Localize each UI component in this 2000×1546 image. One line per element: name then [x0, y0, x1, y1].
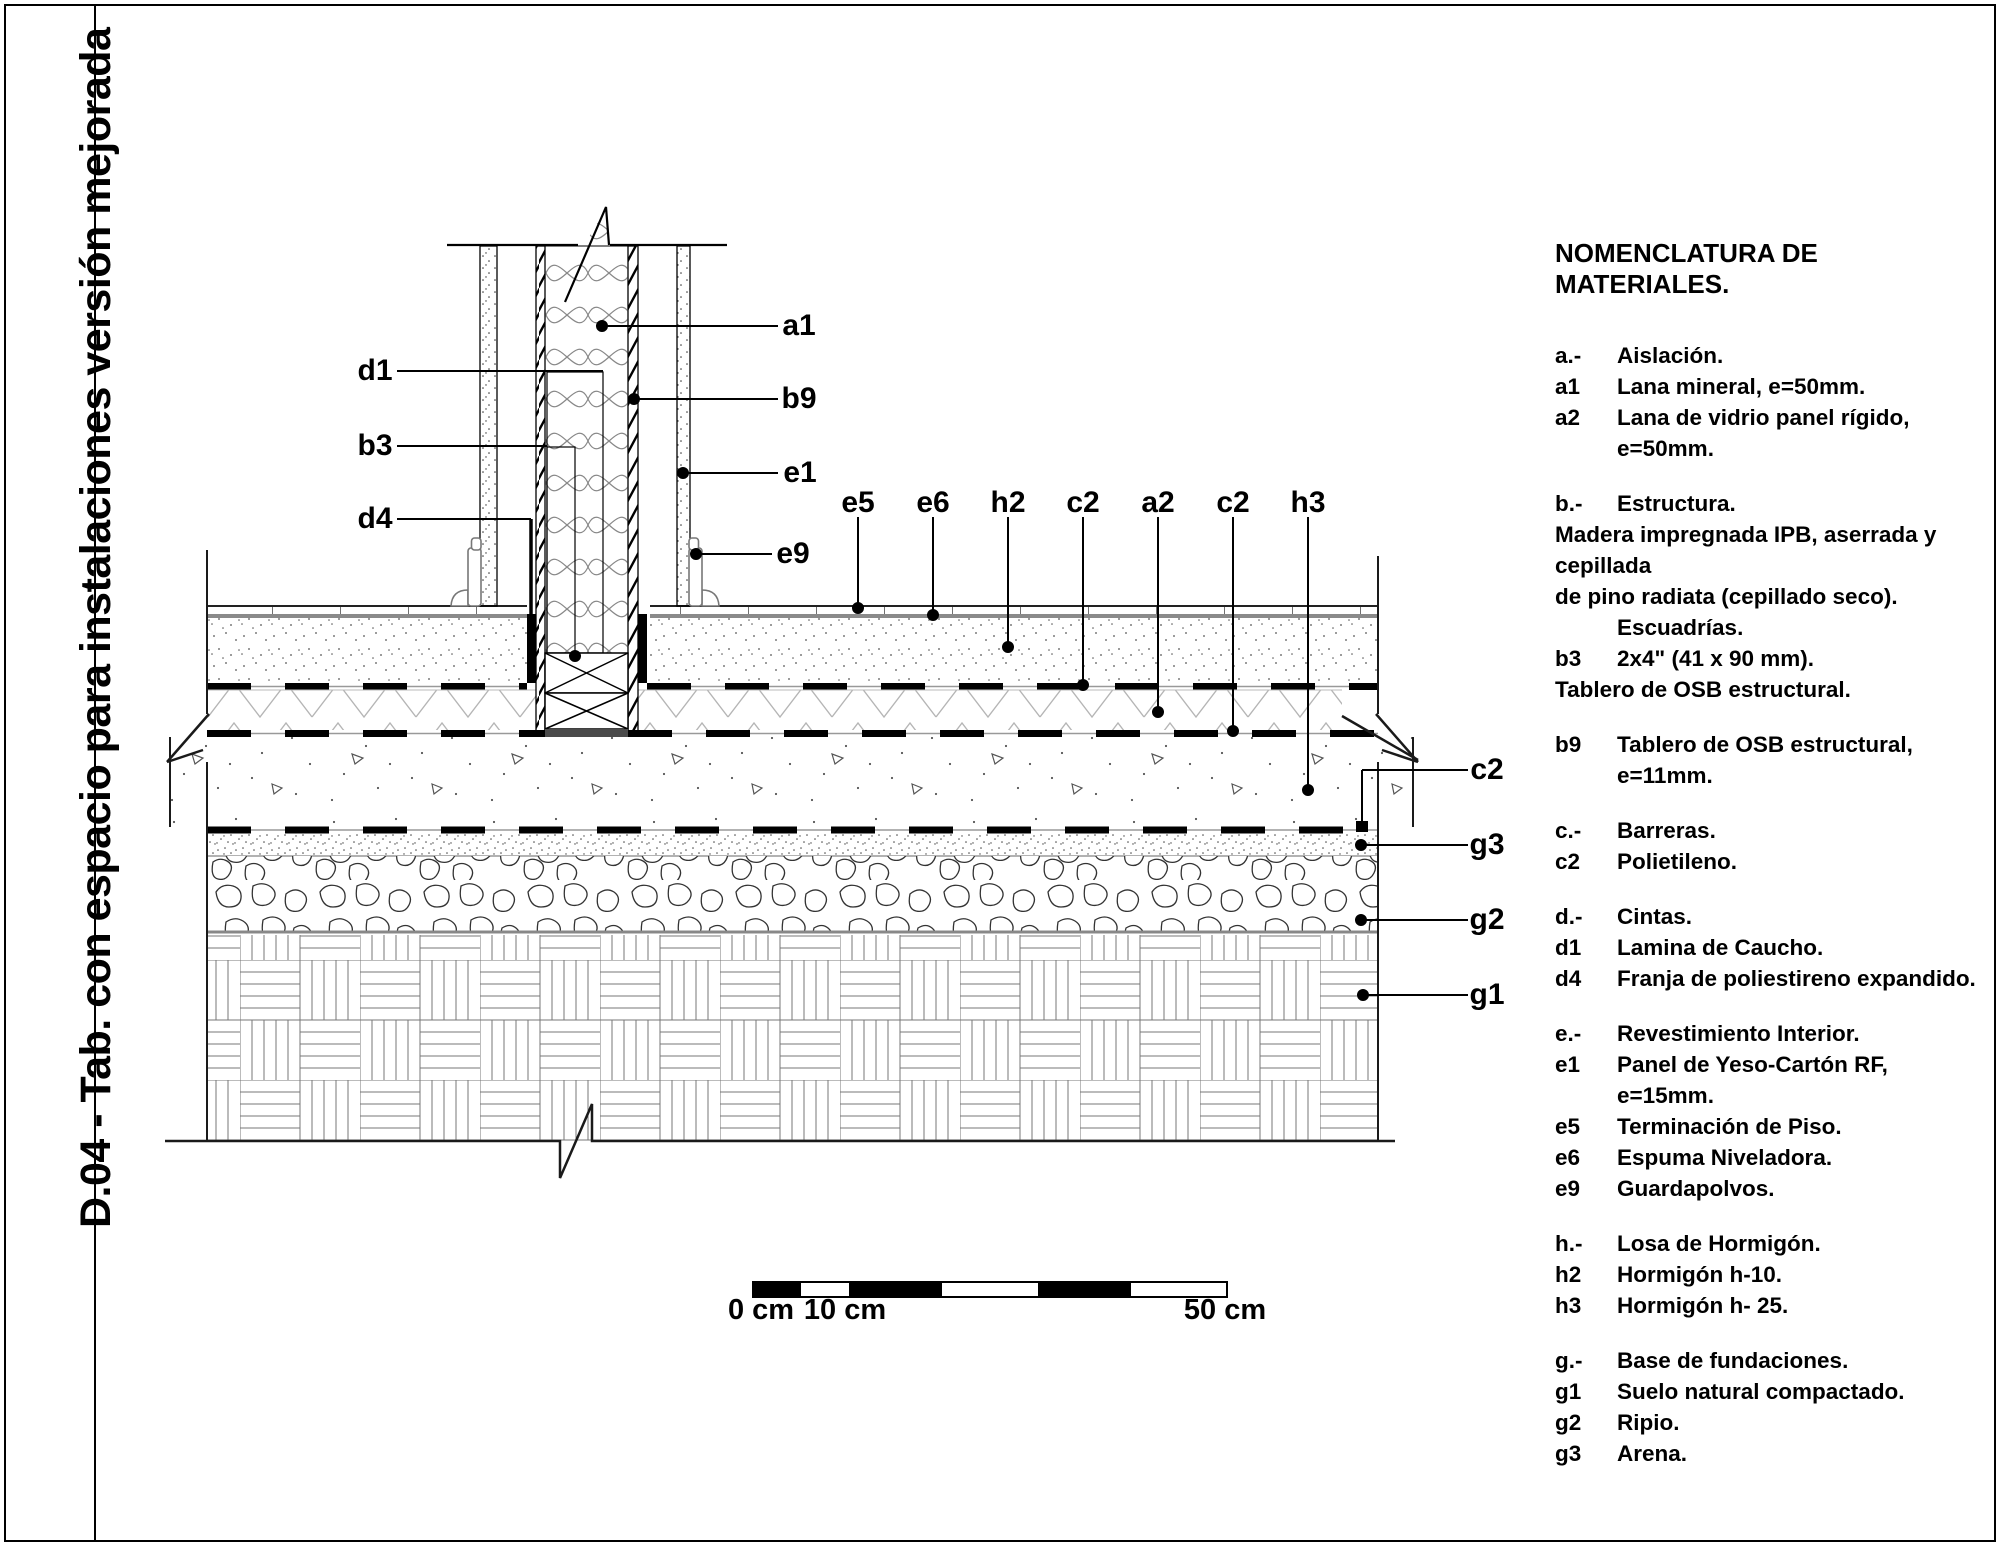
legend-text: Escuadrías.	[1617, 615, 1744, 640]
osb-left	[536, 246, 545, 733]
legend-row	[1555, 1018, 1987, 1049]
floor-finish-e5	[207, 606, 1378, 618]
drawing-label-e9: e9	[776, 537, 810, 570]
legend-title: NOMENCLATURA DE MATERIALES.	[1555, 238, 1818, 299]
legend-key: a2	[1555, 405, 1581, 430]
drawing-label-e6: e6	[916, 486, 950, 519]
legend-row	[1555, 1376, 1987, 1407]
drawing-label-d1: d1	[357, 354, 393, 387]
legend-text: Tablero de OSB estructural.	[1555, 677, 1851, 702]
legend-text: Base de fundaciones.	[1617, 1348, 1849, 1373]
scale-segment	[942, 1283, 1038, 1296]
scale-segment	[1038, 1283, 1131, 1296]
legend-text: Lamina de Caucho.	[1617, 935, 1824, 960]
legend-key: e.-	[1555, 1021, 1582, 1046]
legend-row	[1555, 1290, 1987, 1321]
drawing-label-h3: h3	[1290, 486, 1326, 519]
legend-row	[1555, 402, 1987, 464]
drawing-label-a2: a2	[1141, 486, 1175, 519]
legend-key: g.-	[1555, 1348, 1583, 1373]
slab-h3	[170, 737, 1413, 827]
drawing-label-g1: g1	[1469, 978, 1505, 1011]
legend-row	[1555, 674, 1987, 705]
legend-key: e5	[1555, 1114, 1581, 1139]
legend-row	[1555, 643, 1987, 674]
drawing-label-c2: c2	[1066, 486, 1100, 519]
legend-key: h3	[1555, 1293, 1582, 1318]
legend-text: Estructura.	[1617, 491, 1736, 516]
legend-row	[1555, 519, 1987, 581]
legend-key: h.-	[1555, 1231, 1583, 1256]
legend-text: Hormigón h-10.	[1617, 1262, 1783, 1287]
legend-row	[1555, 371, 1987, 402]
drawing-label-h2: h2	[990, 486, 1026, 519]
legend-key	[1555, 612, 1617, 643]
legend-row	[1555, 1173, 1987, 1204]
legend-text: 2x4" (41 x 90 mm).	[1617, 646, 1815, 671]
legend-row	[1555, 612, 1987, 643]
legend-text: Barreras.	[1617, 818, 1716, 843]
legend-row	[1555, 932, 1987, 963]
legend-row	[1555, 846, 1987, 877]
legend-key: h2	[1555, 1262, 1582, 1287]
legend-row	[1555, 1259, 1987, 1290]
scale-label: 50 cm	[1183, 1294, 1267, 1326]
drawing-label-c2: c2	[1470, 753, 1504, 786]
drawing-label-c2: c2	[1216, 486, 1250, 519]
legend-text: Tablero de OSB estructural, e=11mm.	[1617, 732, 1913, 788]
legend-text: Polietileno.	[1617, 849, 1738, 874]
legend-key: b.-	[1555, 491, 1583, 516]
legend-key: e1	[1555, 1052, 1581, 1077]
sand-g3	[207, 834, 1378, 856]
legend-key: d.-	[1555, 904, 1583, 929]
legend-key: b3	[1555, 646, 1582, 671]
legend-key: g3	[1555, 1441, 1582, 1466]
legend-key: d4	[1555, 966, 1582, 991]
screed-h2	[207, 618, 1378, 683]
legend-text: Arena.	[1617, 1441, 1688, 1466]
legend-text: Losa de Hormigón.	[1617, 1231, 1821, 1256]
legend-row	[1555, 1049, 1987, 1111]
legend-row	[1555, 1142, 1987, 1173]
eps-strip-left	[527, 614, 536, 683]
legend-row	[1555, 1407, 1987, 1438]
legend-rows	[1555, 340, 1987, 1469]
drawing-label-e1: e1	[783, 456, 817, 489]
legend	[1555, 238, 1987, 1469]
drawing-label-b9: b9	[781, 382, 817, 415]
glass-wool-a2	[207, 690, 1342, 730]
legend-text: Terminación de Piso.	[1617, 1114, 1842, 1139]
legend-text: de pino radiata (cepillado seco).	[1555, 584, 1898, 609]
drawing-label-a1: a1	[782, 309, 816, 342]
legend-text: Franja de poliestireno expandido.	[1617, 966, 1976, 991]
legend-row	[1555, 1228, 1987, 1259]
legend-text: Lana de vidrio panel rígido, e=50mm.	[1617, 405, 1910, 461]
legend-key: c2	[1555, 849, 1581, 874]
legend-row	[1555, 1345, 1987, 1376]
gypsum-panel-right	[677, 246, 690, 606]
legend-row	[1555, 901, 1987, 932]
osb-right	[628, 246, 638, 733]
scale-label: 10 cm	[803, 1294, 887, 1326]
rubber-strip-d1	[545, 729, 628, 737]
gypsum-panel-left	[480, 246, 497, 606]
legend-key: c.-	[1555, 818, 1582, 843]
drawing-label-g3: g3	[1469, 828, 1505, 861]
legend-text: Aislación.	[1617, 343, 1724, 368]
legend-row	[1555, 581, 1987, 612]
legend-key: e6	[1555, 1145, 1581, 1170]
legend-row	[1555, 815, 1987, 846]
scale-label: 0 cm	[727, 1294, 795, 1326]
legend-text: Madera impregnada IPB, aserrada y cepillada	[1555, 522, 1937, 578]
legend-text: Cintas.	[1617, 904, 1693, 929]
legend-key: d1	[1555, 935, 1582, 960]
legend-key: g2	[1555, 1410, 1582, 1435]
legend-key: a1	[1555, 374, 1581, 399]
legend-text: Guardapolvos.	[1617, 1176, 1775, 1201]
legend-row	[1555, 1111, 1987, 1142]
soil-g1	[207, 935, 1378, 1141]
gravel-g2	[207, 856, 1378, 932]
leveling-foam-e6	[207, 614, 527, 618]
legend-key: e9	[1555, 1176, 1581, 1201]
legend-text: Ripio.	[1617, 1410, 1680, 1435]
legend-row	[1555, 340, 1987, 371]
legend-text: Lana mineral, e=50mm.	[1617, 374, 1866, 399]
legend-row	[1555, 963, 1987, 994]
drawing-label-d4: d4	[357, 502, 393, 535]
drawing-label-b3: b3	[357, 429, 393, 462]
legend-row	[1555, 488, 1987, 519]
legend-text: Revestimiento Interior.	[1617, 1021, 1860, 1046]
legend-key: a.-	[1555, 343, 1582, 368]
mineral-wool	[545, 246, 628, 653]
drawing-label-e5: e5	[841, 486, 875, 519]
legend-key: b9	[1555, 732, 1582, 757]
legend-row	[1555, 1438, 1987, 1469]
legend-row	[1555, 729, 1987, 791]
eps-strip-right	[638, 614, 647, 683]
legend-text: Hormigón h- 25.	[1617, 1293, 1789, 1318]
sheet-title: D.04 - Tab. con espacio para instalaciones versión mejorada	[72, 27, 120, 1228]
legend-key: g1	[1555, 1379, 1582, 1404]
legend-text: Espuma Niveladora.	[1617, 1145, 1833, 1170]
drawing-label-g2: g2	[1469, 903, 1505, 936]
leveling-foam-e6	[650, 614, 1378, 618]
bottom-plates	[545, 653, 628, 729]
legend-text: Suelo natural compactado.	[1617, 1379, 1905, 1404]
legend-text: Panel de Yeso-Cartón RF, e=15mm.	[1617, 1052, 1888, 1108]
